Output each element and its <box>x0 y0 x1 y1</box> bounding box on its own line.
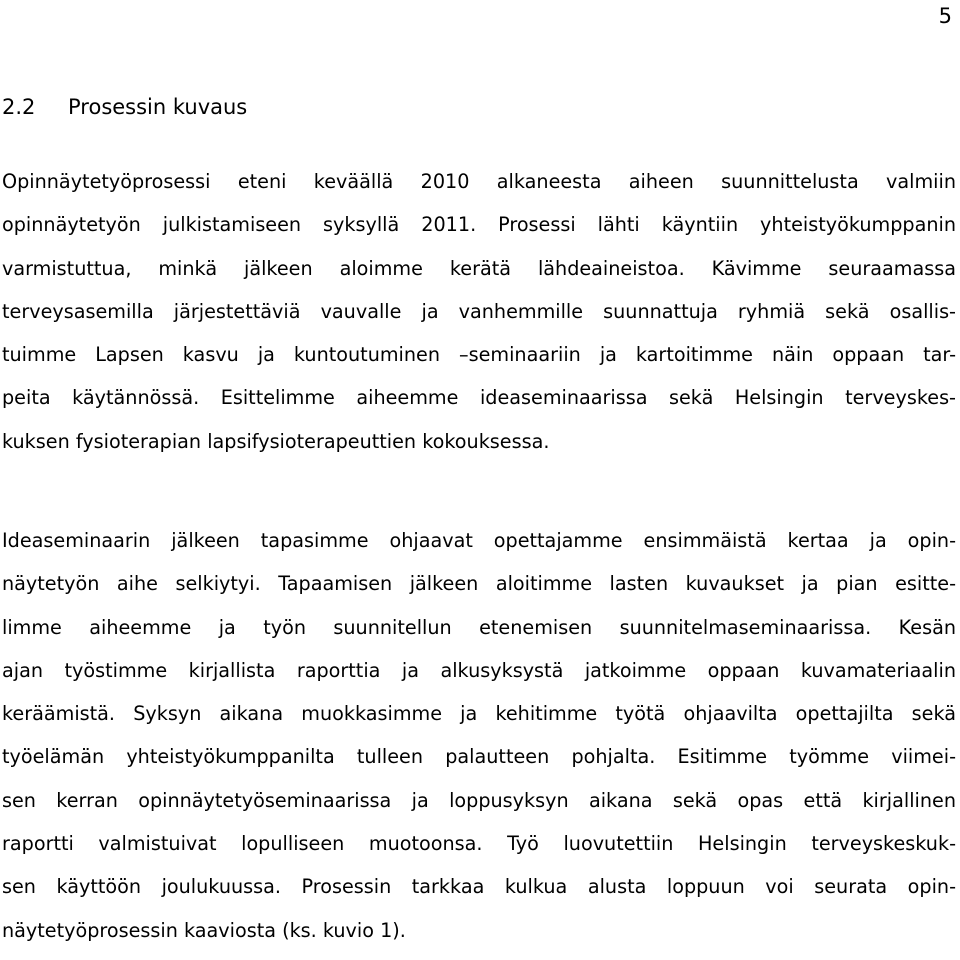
paragraph-line: raportti valmistuivat lopulliseen muotoonsa. Työ luovutettiin Helsingin terveyskeskuk- <box>2 832 956 856</box>
paragraph-line: Opinnäytetyöprosessi eteni keväällä 2010 alkaneesta aiheen suunnittelusta valmiin <box>2 170 956 193</box>
paragraph-line: näytetyöprosessin kaaviosta (ks. kuvio 1). <box>2 918 406 942</box>
paragraph-line: ajan työstimme kirjallista raporttia ja alkusyksystä jatkoimme oppaan kuvamateriaalin <box>2 658 956 682</box>
page-number: 5 <box>938 4 952 28</box>
section-number: 2.2 <box>2 95 36 119</box>
section-title: Prosessin kuvaus <box>68 95 248 119</box>
paragraph-line: limme aiheemme ja työn suunnitellun etenemisen suunnitelmaseminaarissa. Kesän <box>2 615 956 639</box>
paragraph-line: sen kerran opinnäytetyöseminaarissa ja loppusyksyn aikana sekä opas että kirjallinen <box>2 788 956 812</box>
paragraph-line: näytetyön aihe selkiytyi. Tapaamisen jälkeen aloitimme lasten kuvaukset ja pian esitte- <box>2 572 956 596</box>
paragraph-line: työelämän yhteistyökumppanilta tulleen palautteen pohjalta. Esitimme työmme viimei- <box>2 745 956 769</box>
paragraph-2 <box>2 519 956 952</box>
paragraph-line: peita käytännössä. Esittelimme aiheemme ideaseminaarissa sekä Helsingin terveyskes- <box>2 386 956 410</box>
paragraph-line: Ideaseminaarin jälkeen tapasimme ohjaavat opettajamme ensimmäistä kertaa ja opin- <box>2 529 956 552</box>
paragraph-line: opinnäytetyön julkistamiseen syksyllä 2011. Prosessi lähti käyntiin yhteistyökumppanin <box>2 213 956 237</box>
paragraph-line: terveysasemilla järjestettäviä vauvalle ja vanhemmille suunnattuja ryhmiä sekä osallis- <box>2 299 956 323</box>
paragraph-line: varmistuttua, minkä jälkeen aloimme kerätä lähdeaineistoa. Kävimme seuraamassa <box>2 256 956 280</box>
paragraph-1 <box>2 160 956 463</box>
paragraph-line: kuksen fysioterapian lapsifysioterapeuttien kokouksessa. <box>2 429 550 453</box>
section-heading <box>2 92 247 122</box>
paragraph-line: tuimme Lapsen kasvu ja kuntoutuminen –seminaariin ja kartoitimme näin oppaan tar- <box>2 343 956 367</box>
paragraph-line: keräämistä. Syksyn aikana muokkasimme ja kehitimme työtä ohjaavilta opettajilta sekä <box>2 702 956 726</box>
paragraph-line: sen käyttöön joulukuussa. Prosessin tarkkaa kulkua alusta loppuun voi seurata opin- <box>2 875 956 899</box>
